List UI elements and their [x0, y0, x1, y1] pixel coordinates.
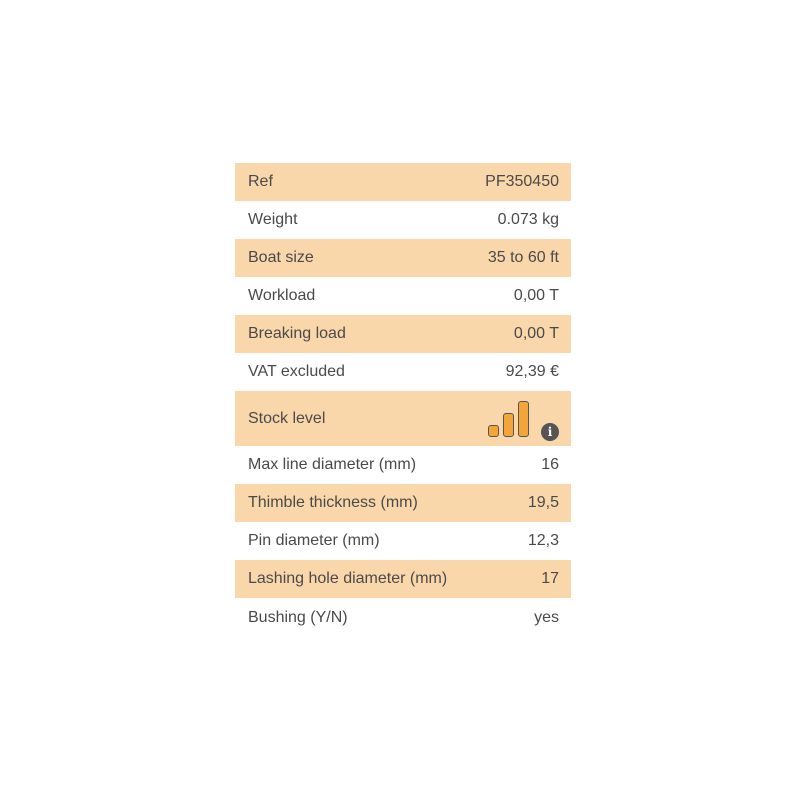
spec-row-workload — [235, 277, 571, 315]
spec-label: Ref — [248, 173, 273, 190]
spec-value: 19,5 — [527, 494, 559, 511]
stock-bar-3 — [518, 401, 529, 437]
spec-value: PF350450 — [485, 173, 559, 190]
spec-row-lashing-hole-diameter — [235, 560, 571, 598]
spec-label: Bushing (Y/N) — [248, 609, 348, 626]
spec-value: 35 to 60 ft — [487, 249, 559, 266]
spec-row-max-line-diameter — [235, 446, 571, 484]
spec-row-thimble-thickness — [235, 484, 571, 522]
spec-value: 0,00 T — [513, 325, 559, 342]
spec-value: 0.073 kg — [497, 211, 559, 228]
stock-level-indicator — [488, 399, 559, 441]
spec-row-bushing — [235, 598, 571, 638]
info-icon[interactable]: i — [541, 423, 559, 441]
spec-row-boat-size — [235, 239, 571, 277]
spec-label: Stock level — [248, 409, 326, 427]
spec-label: Weight — [248, 211, 298, 228]
spec-value: yes — [534, 609, 559, 626]
spec-row-weight — [235, 201, 571, 239]
spec-label: Max line diameter (mm) — [248, 456, 417, 473]
spec-row-breaking-load — [235, 315, 571, 353]
spec-label: VAT excluded — [248, 363, 345, 380]
spec-value: 17 — [541, 570, 559, 587]
price-value: 92,39 € — [505, 363, 559, 380]
spec-label: Workload — [248, 287, 316, 304]
spec-label: Boat size — [248, 249, 314, 266]
spec-row-pin-diameter — [235, 522, 571, 560]
spec-value: 16 — [541, 456, 559, 473]
spec-row-stock-level — [235, 391, 571, 446]
spec-label: Lashing hole diameter (mm) — [248, 570, 448, 587]
spec-label: Thimble thickness (mm) — [248, 494, 418, 511]
spec-row-vat-excluded — [235, 353, 571, 391]
spec-row-ref — [235, 163, 571, 201]
stock-bar-1 — [488, 425, 499, 437]
spec-value: 12,3 — [527, 532, 559, 549]
product-spec-table — [235, 163, 571, 638]
spec-value: 0,00 T — [513, 287, 559, 304]
stock-bar-2 — [503, 413, 514, 437]
spec-label: Pin diameter (mm) — [248, 532, 380, 549]
stock-level-bars — [488, 401, 529, 437]
spec-label: Breaking load — [248, 325, 346, 342]
